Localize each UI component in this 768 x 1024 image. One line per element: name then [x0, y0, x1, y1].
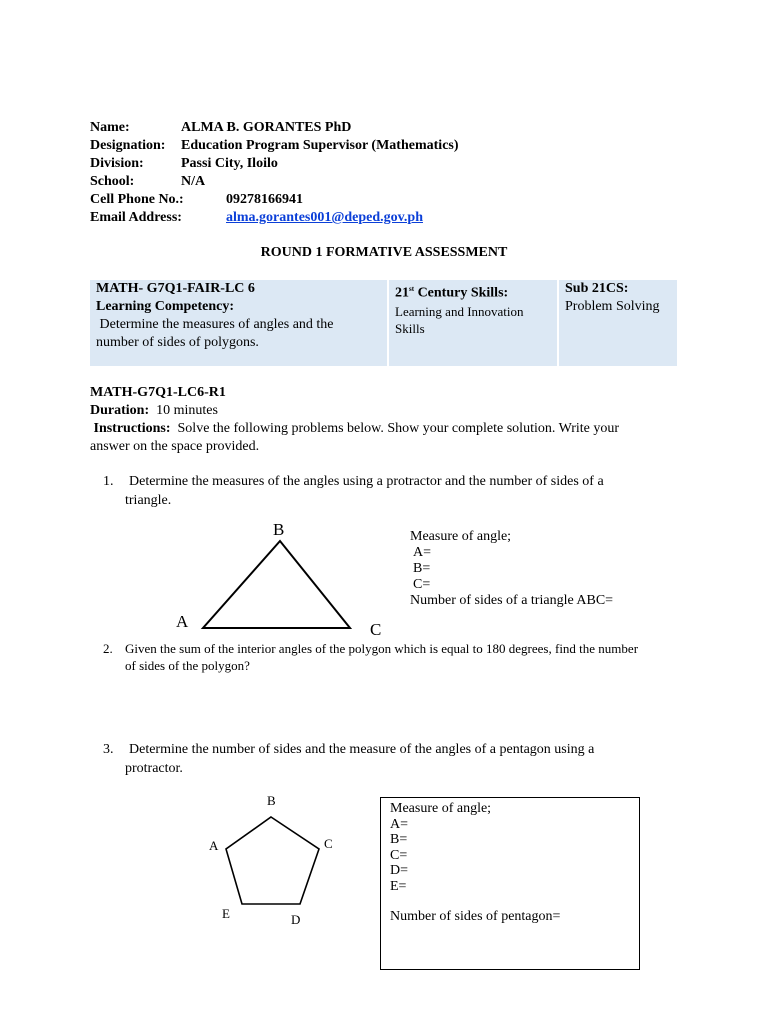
q2-number: 2. [103, 641, 113, 656]
pentagon-vertex-c: C [324, 836, 333, 851]
sub-label: Sub 21CS: [565, 281, 629, 296]
email-label: Email Address: [90, 210, 182, 225]
triangle-shape [203, 541, 350, 628]
designation-value: Education Program Supervisor (Mathematics) [181, 138, 459, 153]
pentagon-figure [200, 790, 350, 935]
q1-line-1: Determine the measures of the angles using a protractor and the number of sides of a [129, 474, 604, 489]
skills-label: 21st Century Skills: [395, 285, 509, 301]
name-label: Name: [90, 120, 130, 135]
designation-label: Designation: [90, 138, 166, 153]
lesson-code: MATH-G7Q1-LC6-R1 [90, 385, 226, 400]
q1-number: 1. [103, 474, 114, 489]
sub-value: Problem Solving [565, 299, 660, 314]
triangle-vertex-a: A [176, 612, 189, 631]
instructions: Instructions: Solve the following problems below. Show your complete solution. Write your [93, 421, 620, 436]
q1-line-2: triangle. [125, 493, 172, 508]
pentagon-shape [226, 817, 319, 904]
page-title: ROUND 1 FORMATIVE ASSESSMENT [260, 245, 508, 260]
q1-measure-label: Measure of angle; [410, 529, 512, 544]
q3-sides: Number of sides of pentagon= [390, 909, 561, 924]
q1-sides: Number of sides of a triangle ABC= [410, 593, 614, 608]
competency-line-1: Determine the measures of angles and the [96, 317, 334, 332]
duration: Duration: 10 minutes [90, 403, 218, 418]
q2-line-2: of sides of the polygon? [125, 658, 250, 673]
q3-answer-d: D= [390, 863, 409, 878]
q3-number: 3. [103, 742, 114, 757]
school-value: N/A [181, 174, 206, 189]
competency-code: MATH- G7Q1-FAIR-LC 6 [96, 281, 255, 296]
pentagon-vertex-b: B [267, 793, 276, 808]
q3-measure-label: Measure of angle; [390, 801, 492, 816]
school-label: School: [90, 174, 135, 189]
competency-label: Learning Competency: [96, 299, 235, 314]
pentagon-vertex-a: A [209, 838, 219, 853]
table-cell-sub [559, 280, 677, 366]
skills-line-1: Learning and Innovation [395, 303, 524, 319]
division-label: Division: [90, 156, 144, 171]
competency-line-2: number of sides of polygons. [96, 335, 259, 350]
triangle-figure [170, 515, 390, 645]
q1-answer-a: A= [413, 545, 432, 560]
email-link[interactable]: alma.gorantes001@deped.gov.ph [226, 210, 423, 225]
instructions-line-2: answer on the space provided. [90, 439, 260, 454]
table-cell-skills [389, 280, 557, 366]
skills-line-2: Skills [395, 320, 425, 336]
name-value: ALMA B. GORANTES PhD [181, 120, 352, 135]
q1-answers [410, 529, 613, 609]
phone-value: 09278166941 [226, 192, 303, 207]
q3-answer-b: B= [390, 832, 408, 847]
q1-answer-b: B= [413, 561, 431, 576]
pentagon-vertex-e: E [222, 906, 230, 921]
phone-label: Cell Phone No.: [90, 192, 184, 207]
triangle-vertex-c: C [370, 620, 382, 639]
q3-answer-a: A= [390, 816, 409, 832]
q3-answer-e: E= [390, 878, 407, 894]
triangle-vertex-b: B [273, 520, 285, 539]
division-value: Passi City, Iloilo [181, 156, 278, 171]
q2-line-1: Given the sum of the interior angles of the polygon which is equal to 180 degrees, find the number [125, 641, 639, 656]
table-cell-competency [90, 280, 387, 366]
q3-answer-box [380, 797, 640, 970]
q3-line-2: protractor. [125, 761, 183, 776]
q1-answer-c: C= [413, 577, 431, 592]
q3-answer-c: C= [390, 847, 408, 863]
q3-line-1: Determine the number of sides and the measure of the angles of a pentagon using a [129, 742, 595, 757]
pentagon-vertex-d: D [291, 912, 301, 927]
